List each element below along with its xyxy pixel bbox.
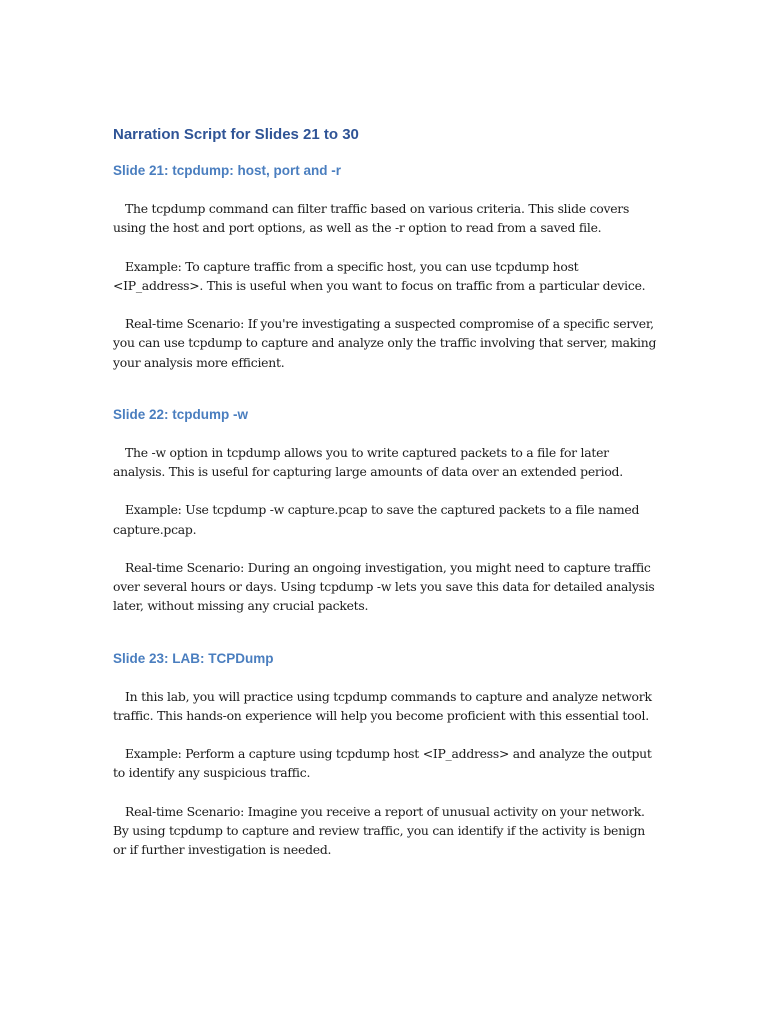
paragraph-scenario: Real-time Scenario: Imagine you receive a report of unusual activity on your network. By using tcpdump to capture and review traffic, you can identify if the activity is benign or if further investigation is needed. [113, 803, 645, 858]
section-slide-22 [113, 404, 658, 616]
paragraph-example: Example: Perform a capture using tcpdump host <IP_address> and analyze the output to identify any suspicious traffic. [113, 746, 652, 781]
paragraph-scenario: Real-time Scenario: If you're investigating a suspected compromise of a specific server, you can use tcpdump to capture and analyze only the traffic involving that server, making your analysis more efficient. [113, 316, 657, 370]
section-heading: Slide 22: tcpdump -w [113, 406, 249, 422]
paragraph-scenario: Real-time Scenario: During an ongoing investigation, you might need to capture traffic over several hours or days. Using tcpdump -w lets you save this data for detailed analysis later, without missing any crucial packets. [113, 559, 655, 614]
section-slide-23 [113, 648, 658, 860]
section-heading: Slide 21: tcpdump: host, port and -r [113, 163, 342, 178]
paragraph-description: The tcpdump command can filter traffic based on various criteria. This slide covers using the host and port options, as well as the -r option to read from a saved file. [113, 201, 630, 236]
paragraph-description: The -w option in tcpdump allows you to write captured packets to a file for later analysis. This is useful for capturing large amounts of data over an extended period. [113, 444, 623, 479]
section-heading: Slide 23: LAB: TCPDump [113, 650, 274, 666]
document-title: Narration Script for Slides 21 to 30 [113, 126, 359, 143]
section-slide-21 [113, 160, 658, 372]
document-page [113, 124, 658, 874]
paragraph-description: In this lab, you will practice using tcpdump commands to capture and analyze network traffic. This hands-on experience will help you become proficient with this essential tool. [113, 688, 652, 723]
paragraph-example: Example: Use tcpdump -w capture.pcap to save the captured packets to a file named capture.pcap. [113, 502, 640, 537]
paragraph-example: Example: To capture traffic from a specific host, you can use tcpdump host <IP_address>. This is useful when you want to focus on traffic from a particular device. [113, 258, 646, 293]
